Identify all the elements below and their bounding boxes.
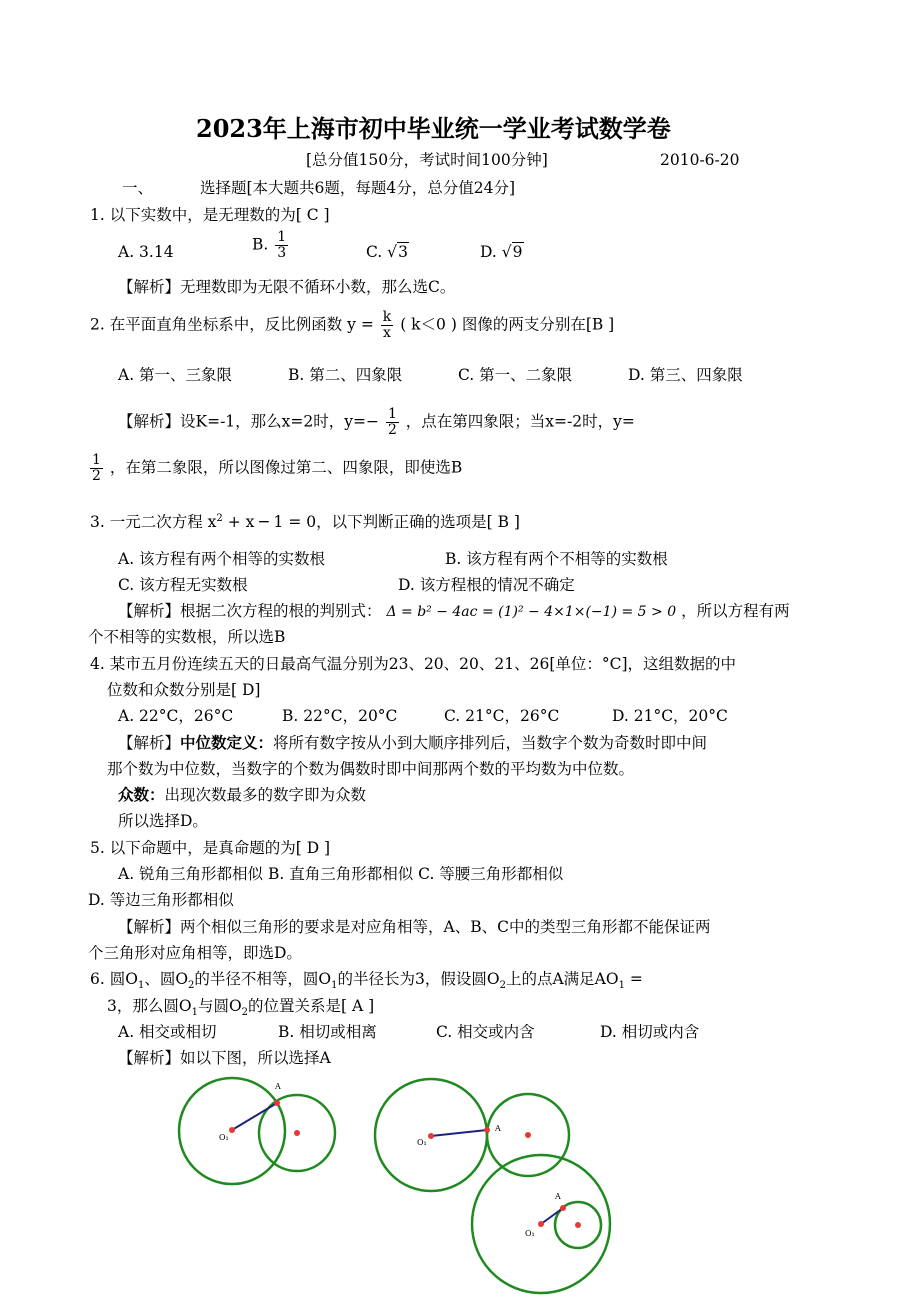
segment-ao1-fig3 bbox=[541, 1208, 563, 1224]
q6-sub-2c: 2 bbox=[241, 1007, 249, 1019]
q4-option-c: C. 21°C，26°C bbox=[444, 707, 560, 725]
q3-option-b: B. 该方程有两个不相等的实数根 bbox=[445, 550, 668, 568]
page-title: 2023年上海市初中毕业统一学业考试数学卷 bbox=[196, 114, 671, 143]
point-o1-fig1 bbox=[229, 1127, 235, 1133]
q2-analysis-fraction-2-numerator: 1 bbox=[92, 452, 101, 468]
q2-option-a: A. 第一、三象限 bbox=[118, 366, 233, 384]
q5-options-abc: A. 锐角三角形都相似 B. 直角三角形都相似 C. 等腰三角形都相似 bbox=[118, 865, 564, 883]
point-o2-fig2 bbox=[525, 1132, 531, 1138]
q3-exponent: 2 bbox=[216, 513, 223, 524]
point-a-fig3 bbox=[560, 1205, 566, 1211]
q6-option-d: D. 相切或内含 bbox=[600, 1023, 700, 1041]
q4-stem-line2: 位数和众数分别是[ D] bbox=[107, 681, 261, 699]
q3-option-a: A. 该方程有两个相等的实数根 bbox=[118, 550, 326, 568]
q6-sub-2b: 2 bbox=[499, 980, 506, 992]
figure-tangent bbox=[375, 1079, 569, 1191]
q6-option-b: B. 相切或相离 bbox=[278, 1023, 377, 1041]
q1-sqrt-d: √9 bbox=[501, 243, 523, 261]
q6-option-c: C. 相交或内含 bbox=[436, 1023, 535, 1041]
q3-discriminant-formula: Δ = b² − 4ac = (1)² − 4×1×(−1) = 5 > 0 bbox=[386, 604, 677, 620]
q1-option-a: A. 3.14 bbox=[118, 243, 174, 261]
q6-option-a: A. 相交或相切 bbox=[118, 1023, 217, 1041]
q1-stem: 1. 以下实数中，是无理数的为[ C ] bbox=[90, 206, 330, 224]
q2-option-b: B. 第二、四象限 bbox=[288, 366, 403, 384]
q4-analysis-line2: 那个数为中位数，当数字的个数为偶数时即中间那两个数的平均数为中位数。 bbox=[107, 760, 635, 778]
q1-radicand-c: 3 bbox=[398, 243, 408, 261]
label-a-fig3: A bbox=[555, 1192, 561, 1201]
point-o1-fig3 bbox=[538, 1221, 544, 1227]
q5-option-d: D. 等边三角形都相似 bbox=[88, 891, 234, 909]
q1-option-b-label: B. bbox=[252, 235, 269, 254]
q3-analysis-part2: ，所以方程有两 bbox=[681, 602, 790, 620]
q4-option-a: A. 22°C，26°C bbox=[118, 707, 234, 725]
q4-median-label: 中位数定义： bbox=[180, 733, 274, 752]
exam-date: 2010-6-20 bbox=[660, 151, 740, 169]
q3-analysis-line2: 个不相等的实数根，所以选B bbox=[88, 628, 286, 646]
q6-sub-1c: 1 bbox=[618, 980, 625, 992]
q5-analysis-line2: 个三角形对应角相等，即选D。 bbox=[88, 944, 302, 962]
q4-median-text: 将所有数字按从小到大顺序排列后，当数字个数为奇数时即中间 bbox=[273, 734, 708, 752]
label-o1-fig3: O₁ bbox=[525, 1229, 535, 1238]
q4-option-d: D. 21°C，20°C bbox=[612, 707, 728, 725]
q6-sub-2a: 2 bbox=[188, 980, 195, 992]
q1-option-c-label: C. bbox=[366, 243, 383, 261]
section-number: 一、 bbox=[122, 179, 154, 197]
q6-analysis: 【解析】如以下图，所以选择A bbox=[118, 1049, 331, 1067]
q6-sub-1d: 1 bbox=[191, 1007, 198, 1019]
q6-sub-1b: 1 bbox=[331, 980, 338, 992]
q6-stem-t3: 的半径不相等，圆O bbox=[194, 970, 332, 988]
q1-sqrt-c: √3 bbox=[387, 243, 408, 261]
q6-stem-t8: 与圆O bbox=[197, 997, 242, 1015]
label-a-fig2: A bbox=[495, 1124, 501, 1133]
q4-mode-label: 众数： bbox=[118, 785, 165, 804]
q2-analysis-fraction-2-denominator: 2 bbox=[92, 468, 101, 484]
q2-analysis-fraction-numerator: 1 bbox=[387, 406, 397, 422]
q2-option-c: C. 第一、二象限 bbox=[458, 366, 573, 384]
exam-info: [总分值150分，考试时间100分钟] bbox=[306, 151, 548, 169]
q6-stem-t1: 6. 圆O bbox=[90, 970, 138, 988]
section-title: 选择题[本大题共6题，每题4分，总分值24分] bbox=[200, 179, 516, 197]
label-o1-fig2: O₁ bbox=[417, 1138, 427, 1147]
q5-analysis-line1: 【解析】两个相似三角形的要求是对应角相等，A、B、C中的类型三角形都不能保证两 bbox=[118, 918, 711, 936]
q3-stem-part1: 3. 一元二次方程 x bbox=[90, 513, 217, 532]
label-a-fig1: A bbox=[275, 1082, 281, 1091]
q2-analysis-part1: 【解析】设K=-1，那么x=2时，y=− bbox=[118, 412, 379, 431]
point-a-fig2 bbox=[484, 1127, 490, 1133]
q4-conclusion: 所以选择D。 bbox=[118, 812, 208, 830]
q3-stem-part2: + x ─ 1 = 0，以下判断正确的选项是[ B ] bbox=[222, 513, 520, 532]
point-o2-fig3 bbox=[575, 1222, 581, 1228]
segment-ao1-fig2 bbox=[431, 1130, 487, 1136]
q6-stem-t5: 上的点A满足AO bbox=[505, 970, 619, 988]
segment-ao1-fig1 bbox=[232, 1103, 277, 1130]
q2-fraction-denominator: x bbox=[383, 325, 391, 341]
q2-stem-part2: ( k＜0 ) 图像的两支分别在[B ] bbox=[400, 315, 615, 334]
point-o1-fig2 bbox=[428, 1133, 434, 1139]
q6-stem-t2: 、圆O bbox=[144, 970, 189, 988]
q3-analysis-part1: 【解析】根据二次方程的根的判别式： bbox=[118, 602, 382, 620]
q2-fraction-numerator: k bbox=[382, 309, 392, 325]
q5-stem: 5. 以下命题中，是真命题的为[ D ] bbox=[90, 839, 331, 857]
q6-stem-t6: = bbox=[624, 970, 643, 988]
q1-fraction-denominator: 3 bbox=[277, 245, 287, 261]
figure-internal bbox=[472, 1155, 610, 1293]
q6-sub-1a: 1 bbox=[137, 980, 145, 992]
label-o1-fig1: O₁ bbox=[219, 1133, 229, 1142]
q1-option-d-label: D. bbox=[480, 243, 497, 261]
q3-option-d: D. 该方程根的情况不确定 bbox=[398, 576, 575, 594]
q2-analysis-part3: ，在第二象限，所以图像过第二、四象限，即使选B bbox=[109, 458, 463, 477]
q4-option-b: B. 22°C，20°C bbox=[282, 707, 398, 725]
q6-stem-t7: 3，那么圆O bbox=[107, 997, 192, 1015]
q1-analysis: 【解析】无理数即为无限不循环小数，那么选C。 bbox=[118, 278, 456, 296]
point-o2-fig1 bbox=[294, 1130, 300, 1136]
q2-option-d: D. 第三、四象限 bbox=[628, 366, 743, 384]
figure-intersecting bbox=[179, 1078, 335, 1184]
q1-radicand-d: 9 bbox=[512, 243, 523, 261]
point-a-fig1 bbox=[274, 1100, 280, 1106]
q3-option-c: C. 该方程无实数根 bbox=[118, 576, 248, 594]
q4-stem-line1: 4. 某市五月份连续五天的日最高气温分别为23、20、20、21、26[单位：°C]，这组数据的中 bbox=[90, 655, 737, 673]
q4-mode-text: 出现次数最多的数字即为众数 bbox=[164, 786, 367, 804]
q2-analysis-part2: ，点在第四象限；当x=-2时，y= bbox=[405, 412, 635, 431]
q2-analysis-fraction-denominator: 2 bbox=[387, 422, 397, 438]
q6-stem-t9: 的位置关系是[ A ] bbox=[248, 997, 375, 1015]
q6-stem-t4: 的半径长为3，假设圆O bbox=[337, 970, 500, 988]
q4-analysis-tag: 【解析】 bbox=[118, 734, 181, 752]
q1-fraction-numerator: 1 bbox=[277, 229, 287, 245]
q2-stem-part1: 2. 在平面直角坐标系中，反比例函数 y = bbox=[90, 315, 374, 334]
